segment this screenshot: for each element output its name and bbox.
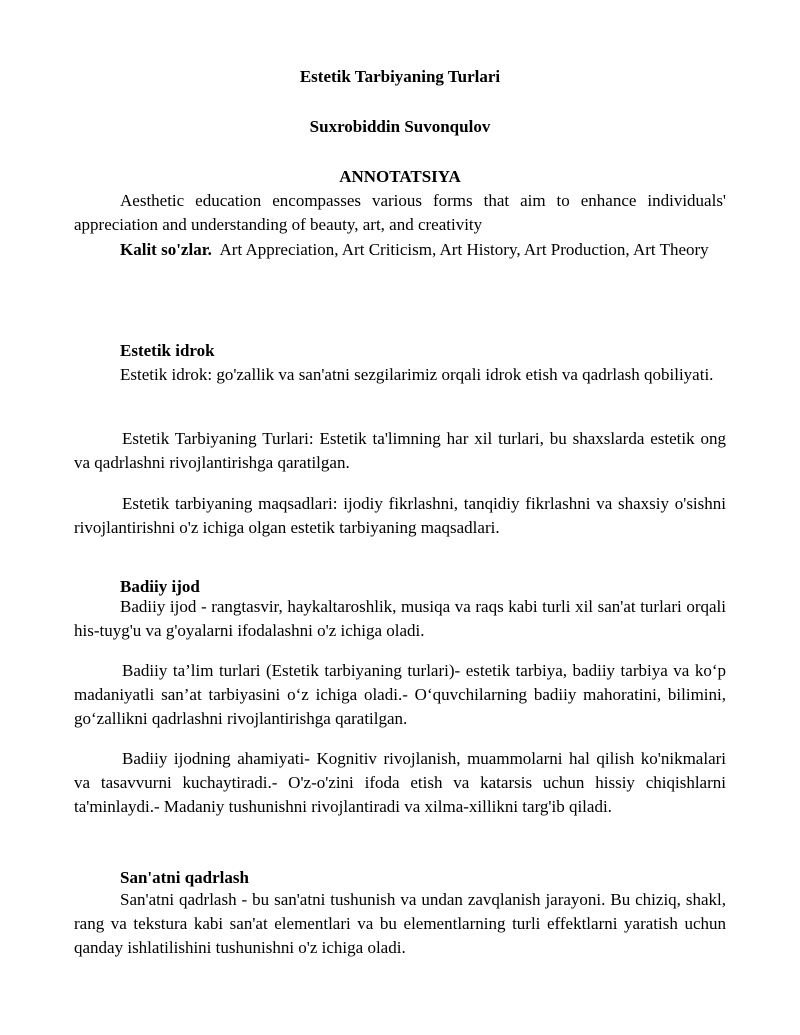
document-title: Estetik Tarbiyaning Turlari: [299, 67, 501, 86]
paragraph: Estetik tarbiyaning maqsadlari: ijodiy fikrlashni, tanqidiy fikrlashni va shaxsiy o'sishni rivojlantirishni o'z ichiga olgan estetik tarbiyaning maqsadlari.: [74, 494, 726, 537]
paragraph: Badiiy ijodning ahamiyati- Kognitiv rivojlanish, muammolarni hal qilish ko'nikmalari va tasavvurni kuchaytiradi.- O'z-o'zini ifoda etish va katarsis uchun hissiy chiqishlarni ta'minlaydi.- Madaniy tushunishni rivojlantiradi va xilma-xillikni targ'ib qiladi.: [74, 749, 726, 816]
paragraph: Badiiy ta’lim turlari (Estetik tarbiyaning turlari)- estetik tarbiya, badiiy tarbiya va ko‘p madaniyatli san’at tarbiyasini o‘z ichiga oladi.- O‘quvchilarning badiiy mahoratini, bilimini, go‘zallikni qadrlashni rivojlantirishga qaratilgan.: [74, 661, 726, 728]
keywords-text: Art Appreciation, Art Criticism, Art History, Art Production, Art Theory: [219, 240, 709, 259]
keywords-paragraph: [74, 238, 726, 262]
paragraph: San'atni qadrlash - bu san'atni tushunish va undan zavqlanish jarayoni. Bu chiziq, shakl, rang va tekstura kabi san'at elementlari va bu elementlarning turli effektlarni yaratish uchun qanday ishlatilishini tushunishni o'z ichiga oladi.: [74, 890, 726, 957]
author-name: Suxrobiddin Suvonqulov: [309, 117, 491, 136]
paragraph: Badiiy ijod - rangtasvir, haykaltaroshlik, musiqa va raqs kabi turli xil san'at turlari orqali his-tuyg'u va g'oyalarni ifodalashni o'z ichiga oladi.: [74, 597, 726, 640]
section-heading-badiiy-ijod: Badiiy ijod: [120, 577, 200, 596]
section-heading-sanatni-qadrlash: San'atni qadrlash: [120, 868, 249, 887]
abstract-heading: ANNOTATSIYA: [339, 167, 461, 186]
abstract-text: Aesthetic education encompasses various forms that aim to enhance individuals' appreciation and understanding of beauty, art, and creativity: [74, 191, 726, 234]
paragraph: Estetik idrok: go'zallik va san'atni sezgilarimiz orqali idrok etish va qadrlash qobiliyati.: [120, 365, 714, 384]
paragraph: Estetik Tarbiyaning Turlari: Estetik ta'limning har xil turlari, bu shaxslarda estetik ong va qadrlashni rivojlantirishga qaratilgan.: [74, 429, 726, 472]
section-heading-estetik-idrok: Estetik idrok: [120, 341, 215, 360]
keywords-label: Kalit so'zlar.: [120, 240, 212, 259]
